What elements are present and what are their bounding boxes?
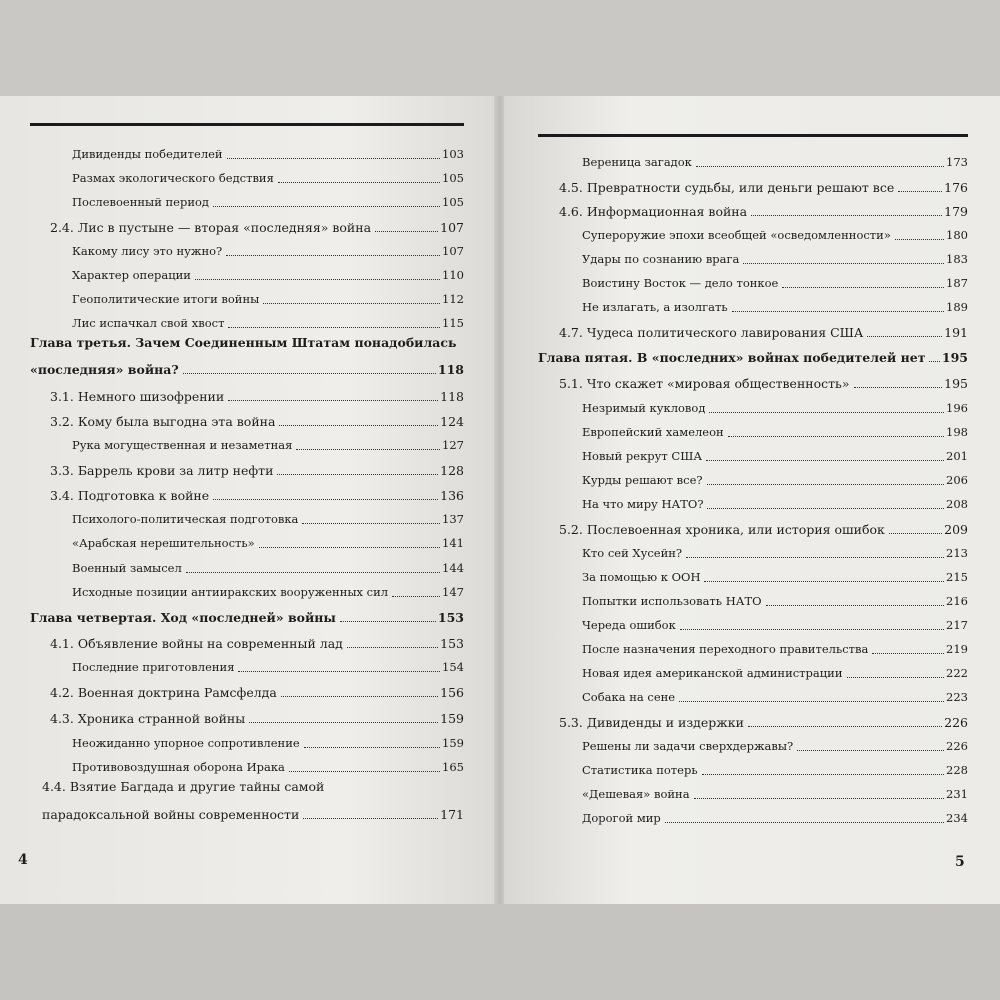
toc-entry: 4.7. Чудеса политического лавирования США 191: [559, 325, 968, 340]
toc-entry: Не излагать, а изолгать 189: [582, 300, 968, 314]
toc-entry: Череда ошибок 217: [582, 618, 968, 632]
background-top: [0, 0, 1000, 96]
toc-entry: «Дешевая» война 231: [582, 787, 968, 801]
toc-entry: 5.1. Что скажет «мировая общественность» 195: [559, 376, 968, 391]
toc-entry: «последняя» война? 118: [30, 362, 464, 377]
toc-entry: Рука могущественная и незаметная 127: [72, 438, 464, 452]
right-page: [504, 96, 1000, 904]
toc-entry: Глава пятая. В «последних» войнах победителей нет 195: [538, 350, 968, 365]
toc-entry: Размах экологического бедствия 105: [72, 171, 464, 185]
toc-entry: Исходные позиции антииракских вооруженных сил 147: [72, 585, 464, 599]
left-page: [0, 96, 496, 904]
toc-entry: Противовоздушная оборона Ирака 165: [72, 760, 464, 774]
open-book: [0, 96, 1000, 904]
toc-entry: Глава четвертая. Ход «последней» войны 153: [30, 610, 464, 625]
toc-entry: Попытки использовать НАТО 216: [582, 594, 968, 608]
toc-entry: Лис испачкал свой хвост 115: [72, 316, 464, 330]
toc-entry: 2.4. Лис в пустыне — вторая «последняя» война 107: [50, 220, 464, 235]
toc-entry: Европейский хамелеон 198: [582, 425, 968, 439]
toc-entry: 3.4. Подготовка к войне 136: [50, 488, 464, 503]
toc-entry-first-line: 4.4. Взятие Багдада и другие тайны самой: [42, 779, 325, 794]
toc-entry: Военный замысел 144: [72, 561, 464, 575]
toc-entry: 3.2. Кому была выгодна эта война 124: [50, 414, 464, 429]
toc-entry: Супероружие эпохи всеобщей «осведомленности» 180: [582, 228, 968, 242]
toc-entry: Курды решают все? 206: [582, 473, 968, 487]
toc-entry: Новый рекрут США 201: [582, 449, 968, 463]
toc-entry: 5.2. Послевоенная хроника, или история ошибок 209: [559, 522, 968, 537]
toc-entry: Психолого-политическая подготовка 137: [72, 512, 464, 526]
top-rule: [538, 134, 968, 137]
toc-entry: Вереница загадок 173: [582, 155, 968, 169]
toc-entry: Характер операции 110: [72, 268, 464, 282]
toc-entry: 3.3. Баррель крови за литр нефти 128: [50, 463, 464, 478]
toc-entry: Какому лису это нужно? 107: [72, 244, 464, 258]
toc-entry: После назначения переходного правительства 219: [582, 642, 968, 656]
toc-entry: Неожиданно упорное сопротивление 159: [72, 736, 464, 750]
toc-entry: Воистину Восток — дело тонкое 187: [582, 276, 968, 290]
toc-entry: «Арабская нерешительность» 141: [72, 536, 464, 550]
page-number: 4: [18, 852, 28, 868]
toc-entry: Удары по сознанию врага 183: [582, 252, 968, 266]
toc-entry: 4.3. Хроника странной войны 159: [50, 711, 464, 726]
toc-entry: Геополитические итоги войны 112: [72, 292, 464, 306]
toc-entry: 5.3. Дивиденды и издержки 226: [559, 715, 968, 730]
toc-entry: Кто сей Хусейн? 213: [582, 546, 968, 560]
toc-entry: За помощью к ООН 215: [582, 570, 968, 584]
toc-entry: 4.6. Информационная война 179: [559, 204, 968, 219]
toc-entry: Статистика потерь 228: [582, 763, 968, 777]
toc-entry: Решены ли задачи сверхдержавы? 226: [582, 739, 968, 753]
toc-entry: Новая идея американской администрации 222: [582, 666, 968, 680]
toc-entry: Незримый кукловод 196: [582, 401, 968, 415]
toc-entry: Собака на сене 223: [582, 690, 968, 704]
top-rule: [30, 123, 464, 126]
chapter-heading: Глава третья. Зачем Соединенным Штатам понадобилась: [30, 335, 457, 350]
toc-entry: 4.2. Военная доктрина Рамсфелда 156: [50, 685, 464, 700]
toc-entry: Дивиденды победителей 103: [72, 147, 464, 161]
toc-entry: Последние приготовления 154: [72, 660, 464, 674]
toc-entry: Дорогой мир 234: [582, 811, 968, 825]
background-bottom: [0, 904, 1000, 1000]
toc-entry: Послевоенный период 105: [72, 195, 464, 209]
toc-entry: На что миру НАТО? 208: [582, 497, 968, 511]
toc-entry: 4.1. Объявление войны на современный лад 153: [50, 636, 464, 651]
toc-entry: 3.1. Немного шизофрении 118: [50, 389, 464, 404]
toc-entry: парадоксальной войны современности 171: [42, 807, 464, 822]
toc-entry: 4.5. Превратности судьбы, или деньги решают все 176: [559, 180, 968, 195]
page-number: 5: [955, 854, 965, 870]
